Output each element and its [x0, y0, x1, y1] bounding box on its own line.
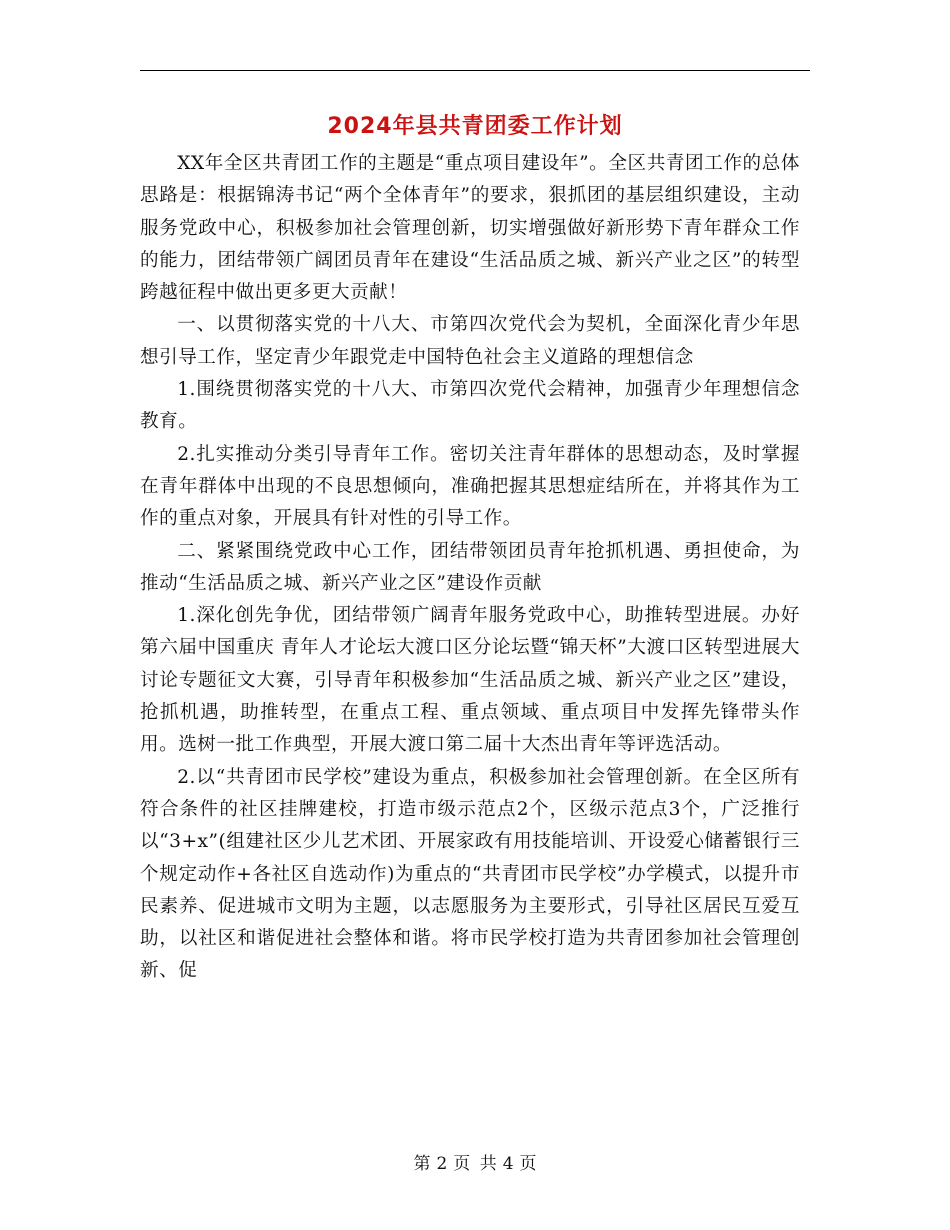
- paragraph-section-1-item-1: 1.围绕贯彻落实党的十八大、市第四次党代会精神，加强青少年理想信念教育。: [140, 379, 800, 433]
- footer-suffix: 页: [519, 1154, 537, 1174]
- paragraph-section-1-heading: 一、以贯彻落实党的十八大、市第四次党代会为契机，全面深化青少年思想引导工作，坚定青少年跟党走中国特色社会主义道路的理想信念: [140, 314, 800, 368]
- page-footer: [0, 1152, 950, 1176]
- footer-total-pages: 4: [502, 1154, 514, 1174]
- footer-page-number: 2: [436, 1154, 448, 1174]
- paragraph-section-2-item-2: 2.以“共青团市民学校”建设为重点，积极参加社会管理创新。在全区所有符合条件的社区挂牌建校，打造市级示范点2个，区级示范点3个，广泛推行以“3+x”(组建社区少儿艺术团、开展家政有用技能培训、开设爱心储蓄银行三个规定动作+各社区自选动作)为重点的“共青团市民学校”办学模式，以提升市民素养、促进城市文明为主题，以志愿服务为主要形式，引导社区居民互爱互助，以社区和谐促进社会整体和谐。将市民学校打造为共青团参加社会管理创新、促: [140, 766, 800, 982]
- paragraph-section-1-item-2: 2.扎实推动分类引导青年工作。密切关注青年群体的思想动态，及时掌握在青年群体中出现的不良思想倾向，准确把握其思想症结所在，并将其作为工作的重点对象，开展具有针对性的引导工作。: [140, 443, 800, 530]
- header-rule: [140, 70, 810, 71]
- document-title: 2024年县共青团委工作计划: [327, 114, 623, 139]
- footer-middle: 页 共: [453, 1154, 497, 1174]
- paragraph-section-2-item-1: 1.深化创先争优，团结带领广阔青年服务党政中心，助推转型进展。办好第六届中国重庆 青年人才论坛大渡口区分论坛暨“锦天杯”大渡口区转型进展大讨论专题征文大赛，引导青年积极参加“生活品质之城、新兴产业之区”建设，抢抓机遇，助推转型，在重点工程、重点领域、重点项目中发挥先锋带头作用。选树一批工作典型，开展大渡口第二届十大杰出青年等评选活动。: [140, 605, 800, 756]
- paragraph-intro: XX年全区共青团工作的主题是“重点项目建设年”。全区共青团工作的总体思路是：根据锦涛书记“两个全体青年”的要求，狠抓团的基层组织建设，主动服务党政中心，积极参加社会管理创新，切实增强做好新形势下青年群众工作的能力，团结带领广阔团员青年在建设“生活品质之城、新兴产业之区”的转型跨越征程中做出更多更大贡献！: [140, 153, 800, 304]
- document-body: [140, 148, 800, 988]
- footer-prefix: 第: [413, 1154, 431, 1174]
- paragraph-section-2-heading: 二、紧紧围绕党政中心工作，团结带领团员青年抢抓机遇、勇担使命，为推动“生活品质之城、新兴产业之区”建设作贡献: [140, 540, 800, 594]
